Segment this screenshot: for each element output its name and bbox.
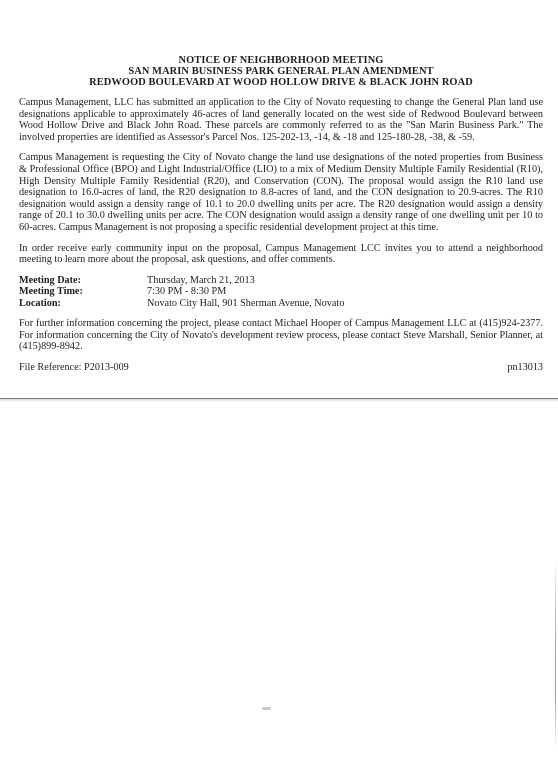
meeting-details bbox=[19, 275, 543, 309]
document-code: pn13013 bbox=[507, 361, 543, 373]
meeting-date-value: Thursday, March 21, 2013 bbox=[147, 274, 255, 286]
file-reference: File Reference: P2013-009 bbox=[19, 361, 129, 373]
meeting-time-value: 7:30 PM - 8:30 PM bbox=[147, 286, 227, 298]
paragraph-application: Campus Management, LLC has submitted an application to the City of Novato requesting to change the General Plan land use designations applicable to approximately 46-acres of land generally located on the west side of Redwood Boulevard between Wood Hollow Drive and Black John Road. These parcels are commonly referred to as the "San Marin Business Park." The involved properties are identified as Assessor's Parcel Nos. 125-202-13, -14, & -18 and 125-180-28, -38, & -59. bbox=[19, 97, 543, 143]
notice-body bbox=[19, 55, 543, 373]
paragraph-request: Campus Management is requesting the City of Novato change the land use designations of the noted properties from Business & Professional Office (BPO) and Light Industrial/Office (LIO) to a mix of Medium Density Multiple Family Residential (R10), High Density Multiple Family Residential (R20), and Conservation (CON). The proposal would assign the R10 land use designation to 16.0-acres of land, the R20 designation to 8.8-acres of land, and the CON designation to 20.9-acres. The R10 designation would assign a density range of 10.1 to 20.0 dwelling units per acre. The R20 designation would assign a density range of 20.1 to 30.0 dwelling units per acre. The CON designation would assign a density range of one dwelling unit per 10 to 60-acres. Campus Management is not proposing a specific residential development project at this time. bbox=[19, 152, 543, 233]
paragraph-contact: For further information concerning the project, please contact Michael Hooper of Campus Management LLC at (415)924-2377. For information concerning the City of Novato's development review process, please contact Steve Marshall, Senior Planner, at (415)899-8942. bbox=[19, 317, 543, 353]
meeting-time-label: Meeting Time: bbox=[19, 286, 83, 298]
heading-location: REDWOOD BOULEVARD AT WOOD HOLLOW DRIVE & BLACK JOHN ROAD bbox=[89, 77, 473, 88]
scan-edge-mark bbox=[555, 560, 556, 750]
meeting-location-value: Novato City Hall, 901 Sherman Avenue, Novato bbox=[147, 297, 345, 309]
heading-title: NOTICE OF NEIGHBORHOOD MEETING bbox=[178, 55, 384, 66]
paragraph-invitation: In order receive early community input on the proposal, Campus Management LCC invites you to attend a neighborhood meeting to learn more about the proposal, ask questions, and offer comments. bbox=[19, 242, 543, 266]
notice-heading bbox=[19, 55, 543, 88]
heading-project: SAN MARIN BUSINESS PARK GENERAL PLAN AMENDMENT bbox=[128, 66, 434, 77]
meeting-date-label: Meeting Date: bbox=[19, 274, 81, 286]
page-fold-shadow bbox=[0, 399, 558, 402]
scan-speck bbox=[262, 707, 271, 710]
footer-line bbox=[19, 362, 543, 374]
meeting-location-label: Location: bbox=[19, 297, 61, 309]
